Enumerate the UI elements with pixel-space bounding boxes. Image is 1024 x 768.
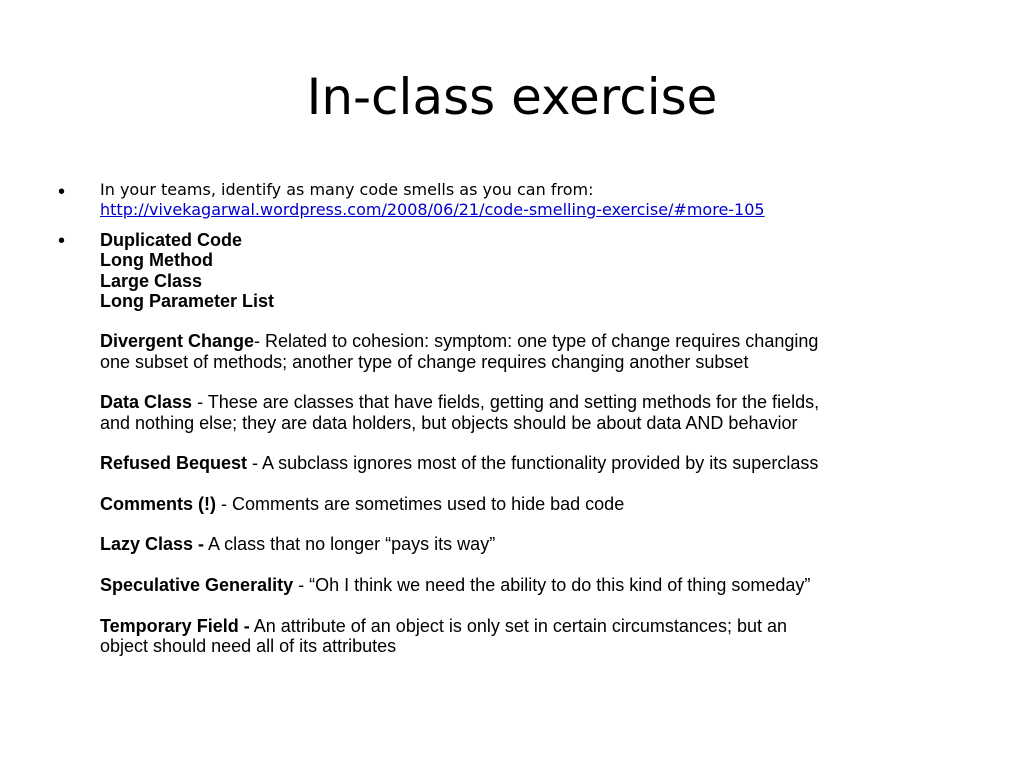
smell-entry <box>100 575 978 595</box>
bullet-icon: • <box>58 230 66 252</box>
smell-name: Comments (!) <box>100 493 216 514</box>
smell-name: Data Class <box>100 392 193 413</box>
smell-entry <box>100 494 978 514</box>
smell-entry <box>100 331 978 351</box>
smell-name: Speculative Generality <box>100 575 294 596</box>
slide-title: In-class exercise <box>306 68 718 126</box>
smell-entry <box>100 534 978 554</box>
smell-entry <box>100 453 978 473</box>
smell-name: Lazy Class - <box>100 534 205 555</box>
smell-entry <box>100 392 978 412</box>
smell-entry <box>100 616 978 636</box>
smell-name: Duplicated Code <box>100 230 243 250</box>
intro-text: In your teams, identify as many code smells as you can from: <box>100 180 594 199</box>
exercise-link[interactable]: http://vivekagarwal.wordpress.com/2008/06/21/code-smelling-exercise/#more-105 <box>100 200 765 219</box>
smell-description: - “Oh I think we need the ability to do this kind of thing someday” <box>293 575 811 596</box>
smell-description: object should need all of its attributes <box>100 635 397 656</box>
smell-name: Divergent Change <box>100 331 255 352</box>
smell-description: and nothing else; they are data holders, but objects should be about data AND behavior <box>100 412 798 433</box>
smell-description: An attribute of an object is only set in certain circumstances; but an <box>249 615 787 636</box>
smell-description: - These are classes that have fields, getting and setting methods for the fields, <box>192 392 820 413</box>
bullet-item-smells <box>58 230 978 656</box>
smell-name: Refused Bequest <box>100 453 248 474</box>
bullet-item-intro <box>58 180 978 220</box>
bullet-icon: • <box>58 181 66 203</box>
smell-name: Temporary Field - <box>100 615 250 636</box>
smell-description: - Related to cohesion: symptom: one type of change requires changing <box>254 331 819 352</box>
smell-name: Large Class <box>100 270 203 291</box>
smell-name: Long Method <box>100 250 213 271</box>
slide-body <box>58 180 978 656</box>
smell-name: Long Parameter List <box>100 290 275 311</box>
smell-description: A class that no longer “pays its way” <box>204 534 496 555</box>
smell-description: - Comments are sometimes used to hide bad code <box>216 493 625 514</box>
smell-description: - A subclass ignores most of the functionality provided by its superclass <box>247 453 819 474</box>
smell-description: one subset of methods; another type of change requires changing another subset <box>100 351 749 372</box>
